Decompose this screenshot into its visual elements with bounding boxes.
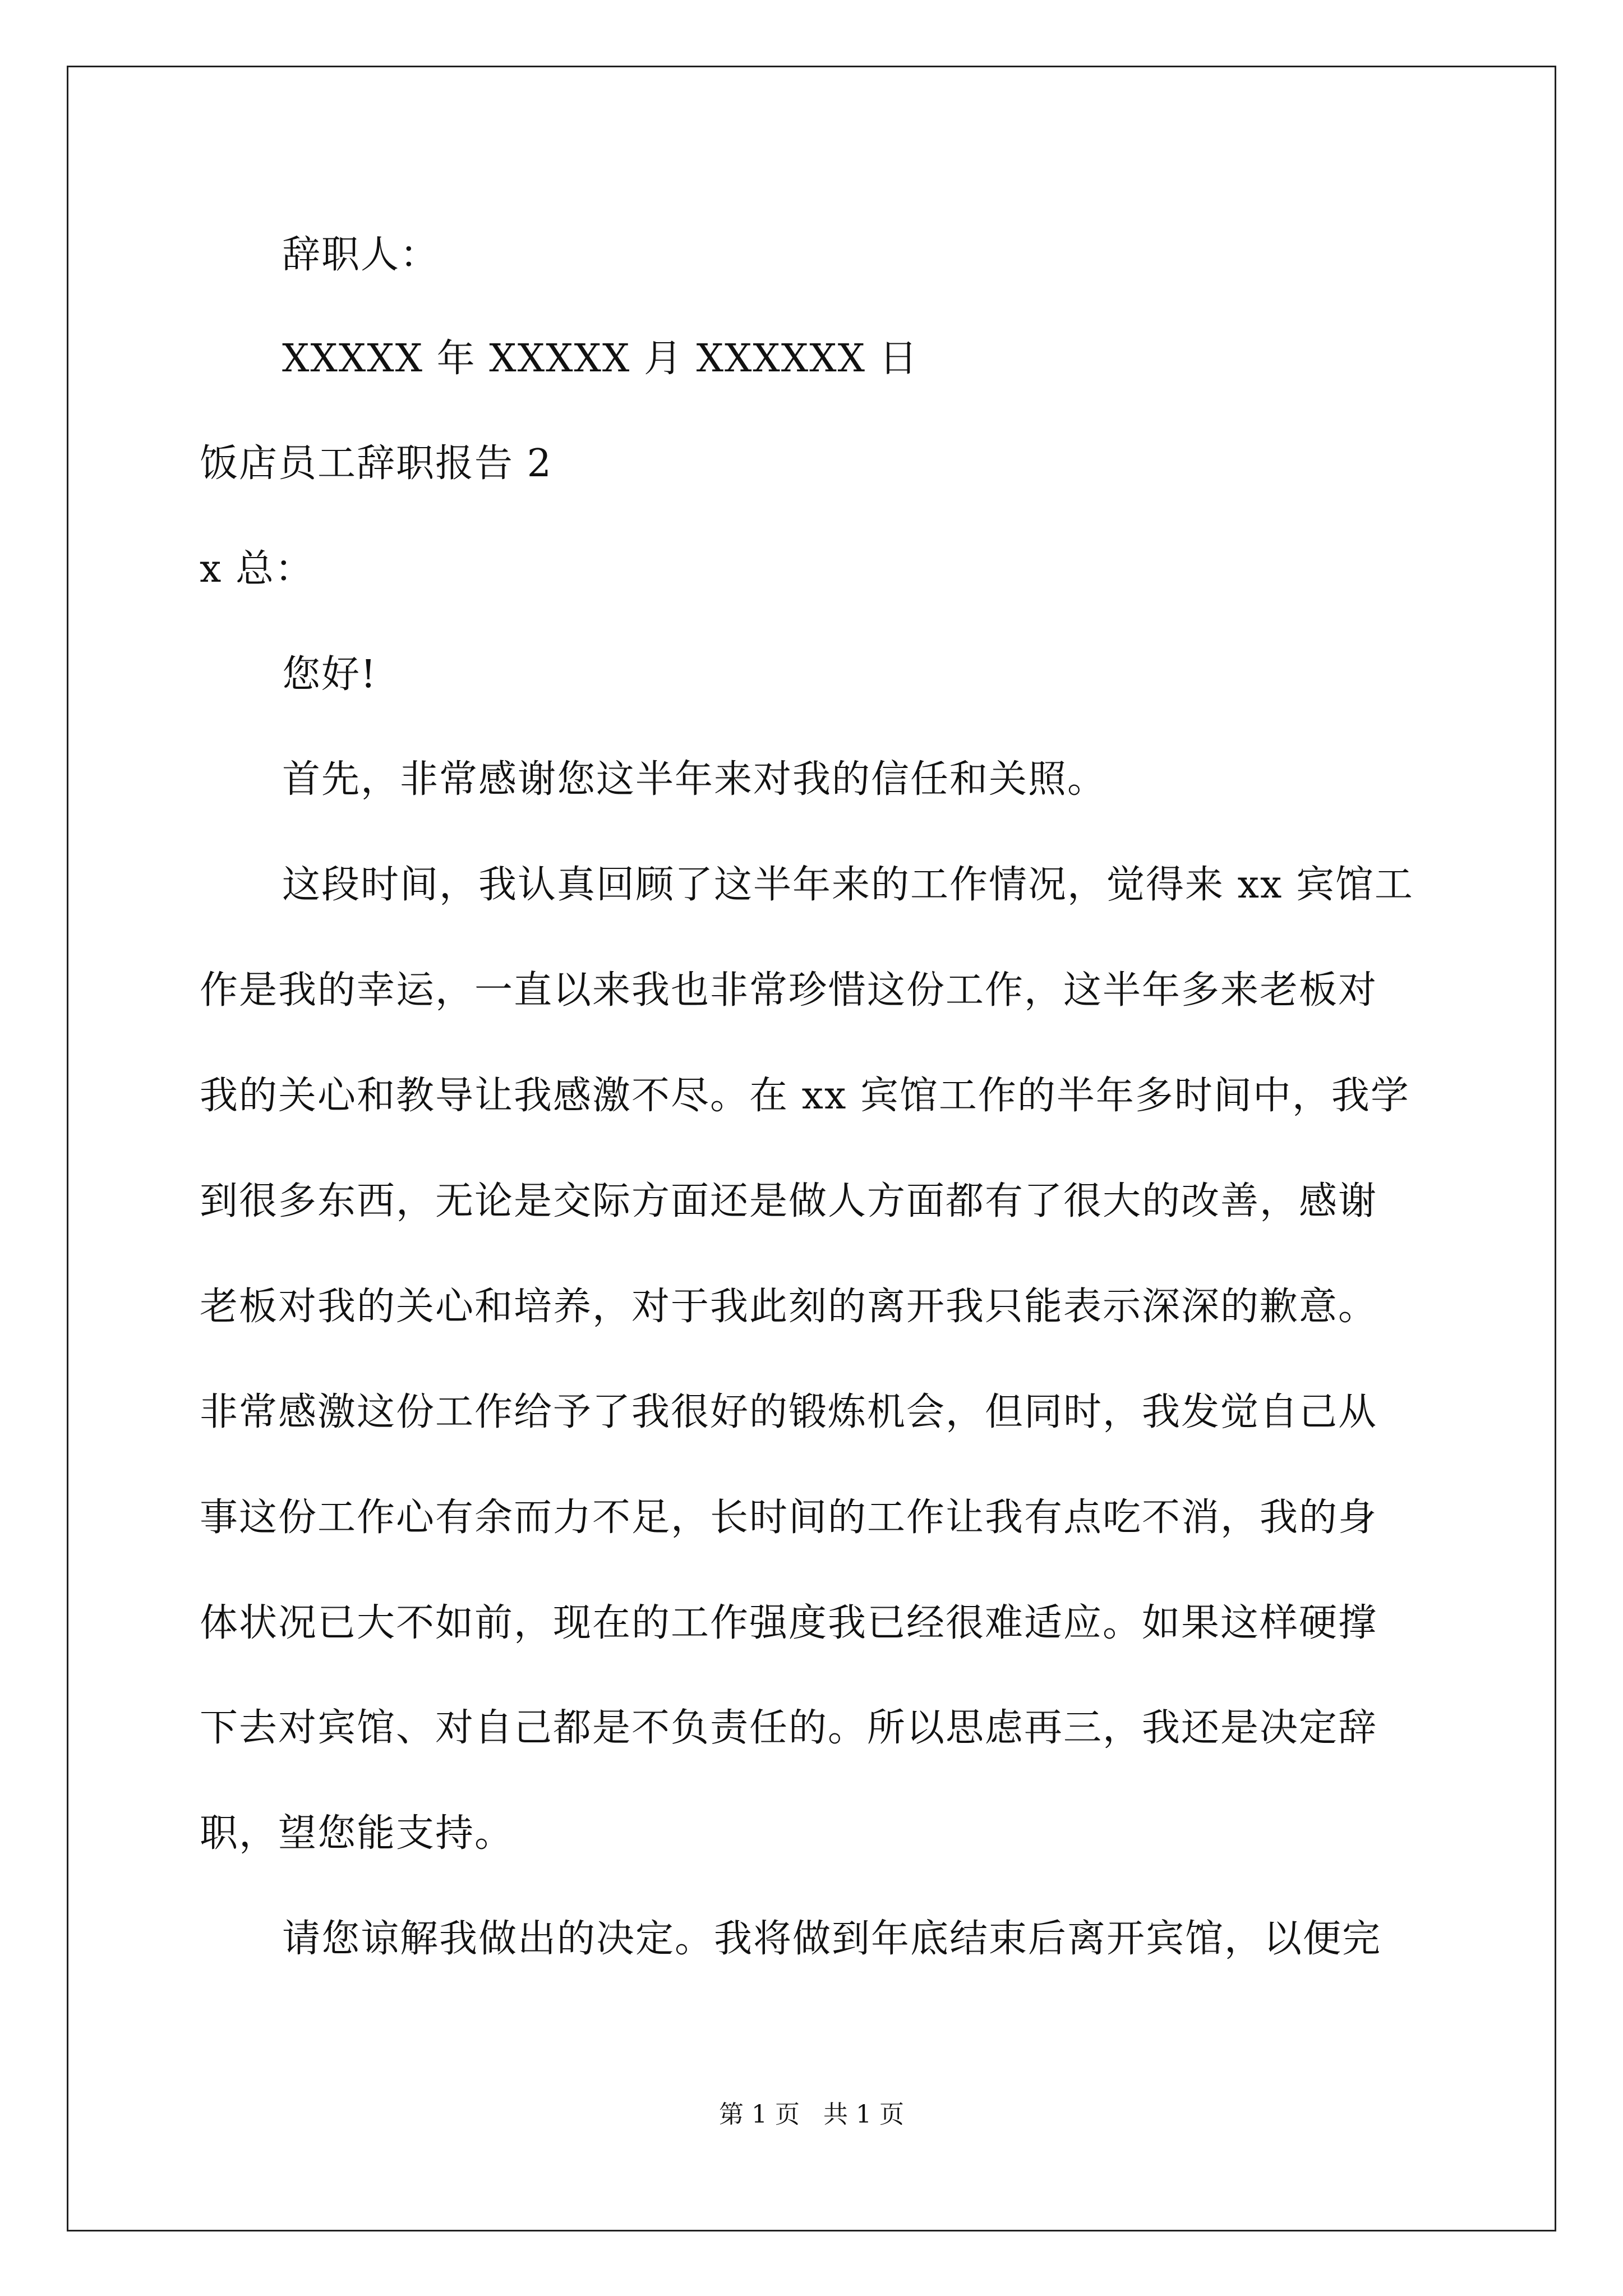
paragraph-line: 这段时间，我认真回顾了这半年来的工作情况，觉得来 xx 宾馆工 (282, 863, 1414, 907)
signature-label: 辞职人： (282, 233, 440, 277)
paragraph-line: 非常感激这份工作给予了我很好的锻炼机会，但同时，我发觉自己从 (200, 1390, 1378, 1434)
paragraph-line: 职，望您能支持。 (200, 1811, 514, 1856)
paragraph-line: 首先，非常感谢您这半年来对我的信任和关照。 (282, 757, 1107, 802)
date-line: XXXXX 年 XXXXX 月 XXXXXX 日 (282, 337, 919, 381)
paragraph-line: 作是我的幸运，一直以来我也非常珍惜这份工作，这半年多来老板对 (200, 968, 1378, 1013)
document-title: 饭店员工辞职报告 2 (200, 441, 552, 486)
paragraph-line: 老板对我的关心和培养，对于我此刻的离开我只能表示深深的歉意。 (200, 1285, 1378, 1329)
greeting: 您好! (282, 652, 377, 697)
page-border (67, 66, 1556, 2231)
salutation: x 总： (200, 547, 314, 591)
paragraph-line: 事这份工作心有余而力不足，长时间的工作让我有点吃不消，我的身 (200, 1496, 1378, 1540)
paragraph-line: 我的关心和教导让我感激不尽。在 xx 宾馆工作的半年多时间中，我学 (200, 1074, 1410, 1118)
paragraph-line: 到很多东西，无论是交际方面还是做人方面都有了很大的改善，感谢 (200, 1179, 1378, 1223)
paragraph-line: 请您谅解我做出的决定。我将做到年底结束后离开宾馆，以便完 (282, 1917, 1382, 1961)
paragraph-line: 体状况已大不如前，现在的工作强度我已经很难适应。如果这样硬撑 (200, 1601, 1378, 1645)
page-number: 第 1 页 共 1 页 (719, 2100, 904, 2129)
paragraph-line: 下去对宾馆、对自己都是不负责任的。所以思虑再三，我还是决定辞 (200, 1706, 1378, 1750)
